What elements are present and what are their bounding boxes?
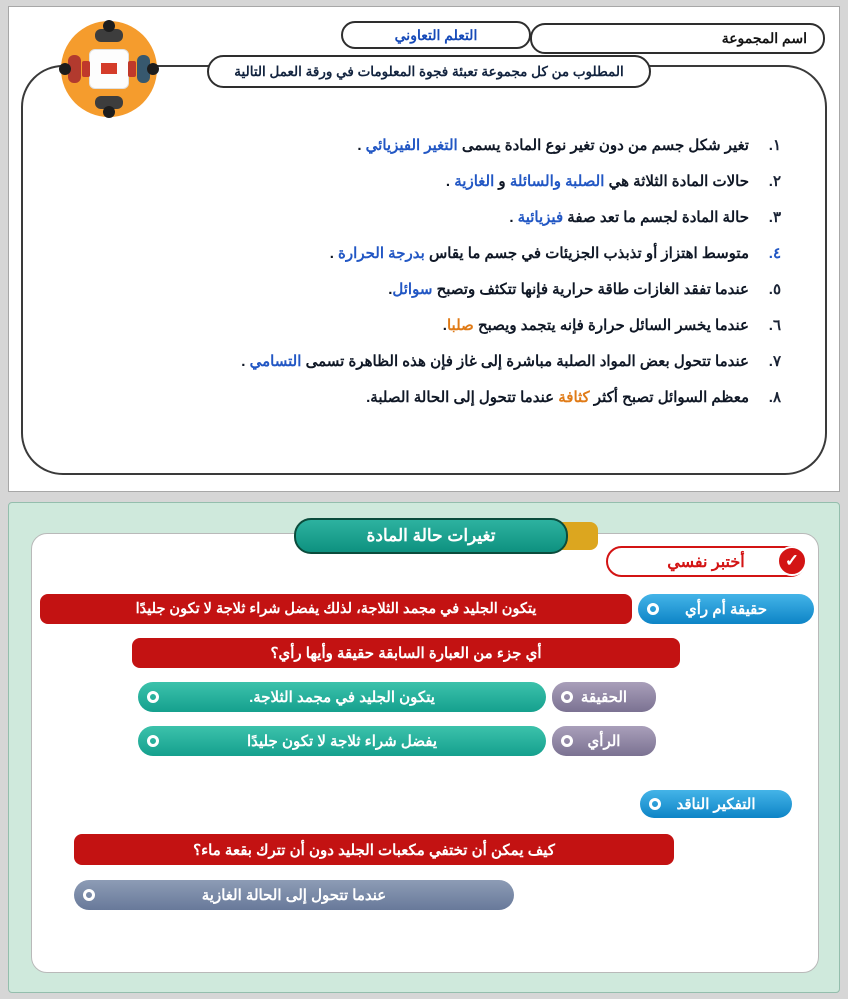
critical-thinking-radio[interactable] (649, 798, 661, 810)
item-text: عندما يخسر السائل حرارة فإنه يتجمد ويصبح صلبا. (442, 317, 749, 334)
worksheet-item-7 (51, 351, 781, 372)
person-bottom-head-icon (103, 106, 115, 118)
worksheet-item-1 (51, 135, 781, 156)
laptop-left-icon (82, 61, 90, 77)
group-name-label: اسم المجموعة (721, 30, 807, 46)
item-text: تغير شكل جسم من دون تغير نوع المادة يسمى التغير الفيزيائي . (357, 137, 749, 154)
item-text: حالة المادة لجسم ما تعد صفة فيزيائية . (509, 209, 749, 226)
cooperative-learning-label: التعلم التعاوني (394, 26, 478, 43)
item-number: ٦. (768, 317, 781, 334)
fact-radio[interactable] (561, 691, 573, 703)
section-title (294, 518, 568, 554)
fact-or-opinion-label: حقيقة أم رأي (685, 601, 767, 618)
group-name-field[interactable] (530, 23, 825, 54)
worksheet-item-2 (51, 171, 781, 192)
self-test-badge (606, 546, 806, 577)
opinion-label: الرأي (587, 733, 621, 750)
question-text: أي جزء من العبارة السابقة حقيقة وأيها رأي؟ (270, 645, 542, 662)
fact-answer-radio[interactable] (147, 691, 159, 703)
question-bar (132, 638, 680, 668)
item-text: عندما تتحول بعض المواد الصلبة مباشرة إلى غاز فإن هذه الظاهرة تسمى التسامي . (241, 353, 749, 370)
worksheet-item-4 (51, 243, 781, 264)
cooperative-learning-badge (341, 21, 531, 49)
fact-label: الحقيقة (580, 689, 628, 706)
critical-thinking-label: التفكير الناقد (676, 796, 756, 813)
laptop-right-icon (128, 61, 136, 77)
statement-text: يتكون الجليد في مجمد الثلاجة، لذلك يفضل شراء ثلاجة لا تكون جليدًا (135, 601, 537, 617)
section-title-text: تغيرات حالة المادة (366, 526, 496, 545)
item-number: ١. (768, 137, 781, 154)
check-icon: ✓ (777, 546, 807, 576)
critical-question-bar (74, 834, 674, 865)
opinion-answer-bar (138, 726, 546, 756)
teamwork-illustration-icon (55, 15, 163, 123)
fact-or-opinion-radio[interactable] (647, 603, 659, 615)
instruction-banner (207, 55, 651, 88)
worksheet-panel (8, 6, 840, 492)
item-number: ٤. (768, 245, 781, 262)
critical-question-text: كيف يمكن أن تختفي مكعبات الجليد دون أن تترك بقعة ماء؟ (193, 841, 555, 859)
item-text: متوسط اهتزاز أو تذبذب الجزيئات في جسم ما يقاس بدرجة الحرارة . (329, 245, 749, 262)
critical-thinking-pill (640, 790, 792, 818)
document-icon (101, 63, 117, 74)
critical-answer-radio[interactable] (83, 889, 95, 901)
item-number: ٧. (768, 353, 781, 370)
quiz-panel (8, 502, 840, 993)
worksheet-item-3 (51, 207, 781, 228)
item-number: ٨. (768, 389, 781, 406)
statement-bar (40, 594, 632, 624)
item-text: عندما تفقد الغازات طاقة حرارية فإنها تتكثف وتصبح سوائل. (388, 281, 749, 298)
person-left-head-icon (59, 63, 71, 75)
worksheet-item-8 (51, 387, 781, 408)
fact-or-opinion-pill (638, 594, 814, 624)
worksheet-list (51, 135, 781, 423)
item-text: حالات المادة الثلاثة هي الصلبة والسائلة و الغازية . (445, 173, 749, 190)
opinion-answer-radio[interactable] (147, 735, 159, 747)
critical-answer-text: عندما تتحول إلى الحالة الغازية (201, 887, 387, 904)
fact-answer-text: يتكون الجليد في مجمد الثلاجة. (249, 689, 435, 706)
fact-answer-bar (138, 682, 546, 712)
item-text: معظم السوائل تصبح أكثر كثافة عندما تتحول إلى الحالة الصلبة. (366, 389, 749, 406)
item-number: ٥. (768, 281, 781, 298)
fact-pill (552, 682, 656, 712)
instruction-text: المطلوب من كل مجموعة تعبئة فجوة المعلومات في ورقة العمل التالية (234, 63, 624, 79)
worksheet-item-5 (51, 279, 781, 300)
item-number: ٣. (768, 209, 781, 226)
quiz-inner-panel (31, 526, 819, 973)
self-test-label: أختبر نفسي (667, 553, 745, 571)
opinion-pill (552, 726, 656, 756)
person-top-head-icon (103, 20, 115, 32)
critical-answer-bar (74, 880, 514, 910)
item-number: ٢. (768, 173, 781, 190)
opinion-radio[interactable] (561, 735, 573, 747)
opinion-answer-text: يفضل شراء ثلاجة لا تكون جليدًا (246, 733, 438, 750)
worksheet-item-6 (51, 315, 781, 336)
person-right-head-icon (147, 63, 159, 75)
